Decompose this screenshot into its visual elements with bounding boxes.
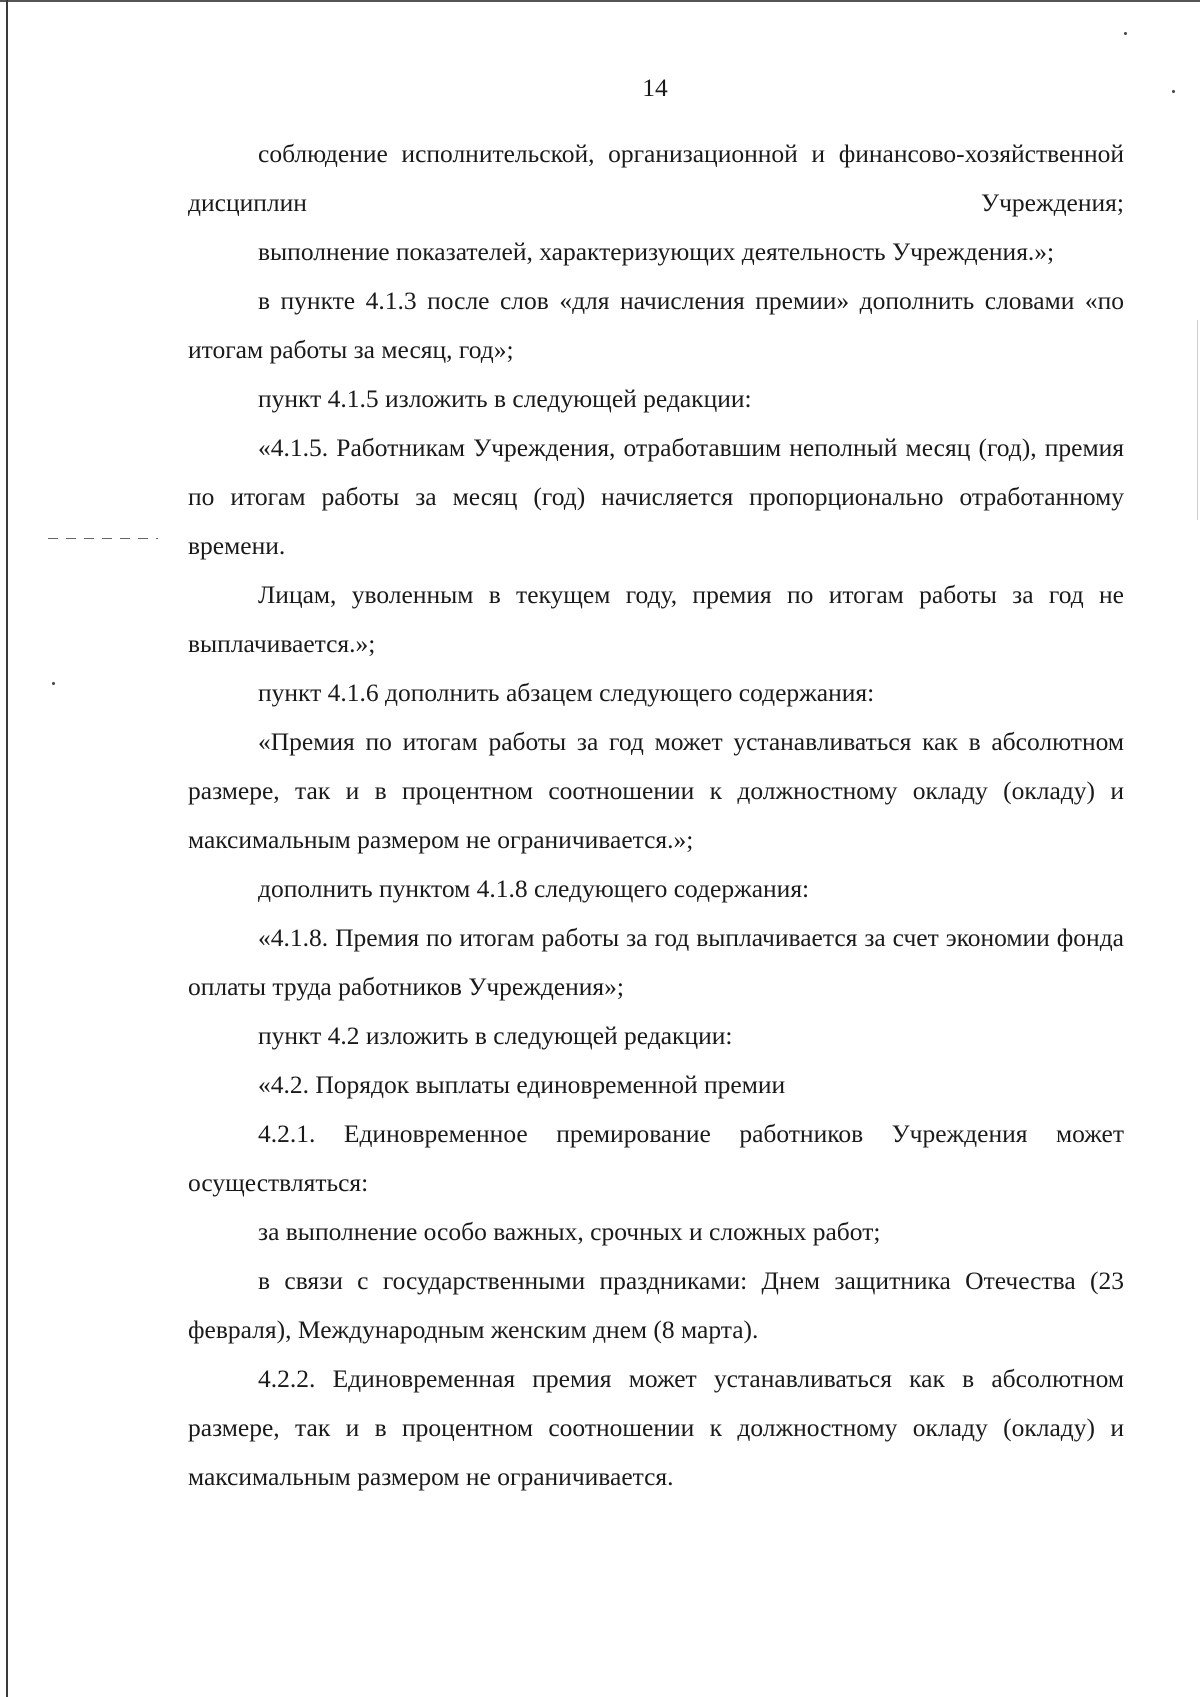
scan-dash-mark bbox=[48, 538, 158, 539]
scan-left-edge bbox=[6, 0, 8, 1697]
scan-speck bbox=[1124, 32, 1127, 35]
paragraph: «4.2. Порядок выплаты единовременной премии bbox=[258, 1070, 786, 1099]
scan-speck bbox=[52, 682, 55, 685]
paragraph: в пункте 4.1.3 после слов «для начисления премии» дополнить словами «по итогам работы за месяц, год»; bbox=[188, 286, 1124, 364]
paragraph: 4.2.1. Единовременное премирование работников Учреждения может осуществляться: bbox=[188, 1119, 1124, 1197]
paragraph: «Премия по итогам работы за год может устанавливаться как в абсолютном размере, так и в процентном соотношении к должностному окладу (окладу) и максимальным размером не ограничивается.»; bbox=[188, 727, 1124, 854]
paragraph: соблюдение исполнительской, организационной и финансово-хозяйственной дисциплин Учреждения; bbox=[188, 139, 1124, 217]
paragraph: пункт 4.1.6 дополнить абзацем следующего содержания: bbox=[258, 678, 875, 707]
paragraph: дополнить пунктом 4.1.8 следующего содержания: bbox=[258, 874, 810, 903]
paragraph: за выполнение особо важных, срочных и сложных работ; bbox=[258, 1217, 881, 1246]
scan-top-edge bbox=[0, 0, 1200, 2]
paragraph: выполнение показателей, характеризующих деятельность Учреждения.»; bbox=[258, 237, 1055, 266]
paragraph: 4.2.2. Единовременная премия может устанавливаться как в абсолютном размере, так и в процентном соотношении к должностному окладу (окладу) и максимальным размером не ограничивается. bbox=[188, 1364, 1124, 1491]
paragraph: пункт 4.1.5 изложить в следующей редакции: bbox=[258, 384, 752, 413]
paragraph: Лицам, уволенным в текущем году, премия по итогам работы за год не выплачивается.»; bbox=[188, 580, 1124, 658]
paragraph: «4.1.5. Работникам Учреждения, отработавшим неполный месяц (год), премия по итогам работы за месяц (год) начисляется пропорционально отработанному времени. bbox=[188, 433, 1124, 560]
document-body bbox=[188, 129, 1124, 1501]
page-number: 14 bbox=[642, 73, 668, 102]
paragraph: в связи с государственными праздниками: Днем защитника Отечества (23 февраля), Международным женским днем (8 марта). bbox=[188, 1266, 1124, 1344]
paragraph: пункт 4.2 изложить в следующей редакции: bbox=[258, 1021, 733, 1050]
scan-right-mark bbox=[1197, 320, 1198, 520]
paragraph: «4.1.8. Премия по итогам работы за год выплачивается за счет экономии фонда оплаты труда работников Учреждения»; bbox=[188, 923, 1124, 1001]
